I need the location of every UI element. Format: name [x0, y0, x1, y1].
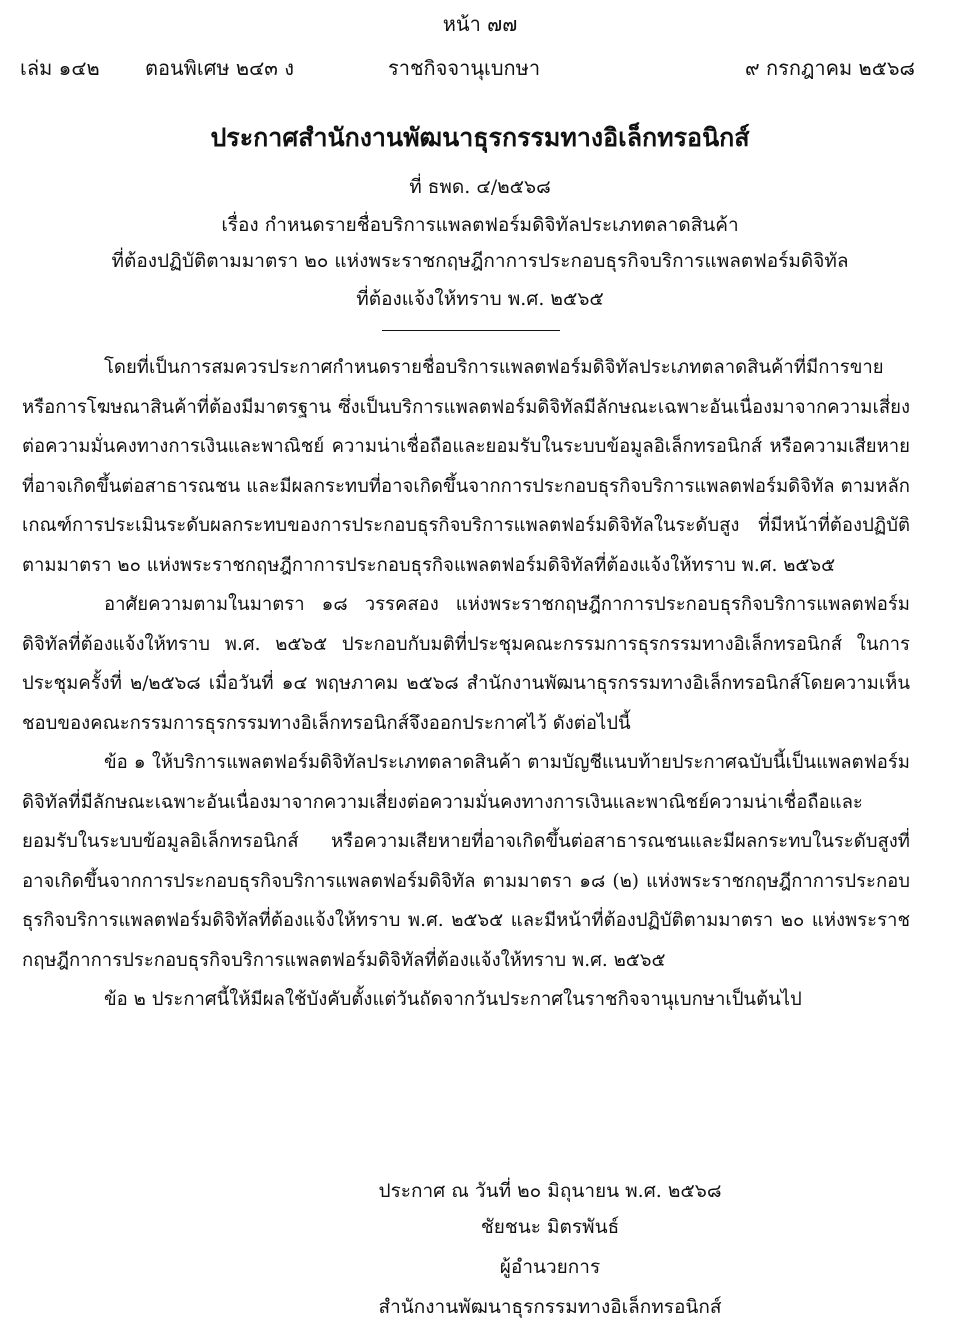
announcement-date: ประกาศ ณ วันที่ ๒๐ มิถุนายน พ.ศ. ๒๕๖๘ [378, 1180, 722, 1202]
signatory-name: ชัยชนะ มิตรพันธ์ [480, 1216, 620, 1238]
clause-2: ข้อ ๒ ประกาศนี้ให้มีผลใช้บังคับตั้งแต่วันถัดจากวันประกาศในราชกิจจานุเบกษาเป็นต้นไป [104, 989, 802, 1010]
signatory-organization: สำนักงานพัฒนาธุรกรรมทางอิเล็กทรอนิกส์ [378, 1296, 722, 1318]
subject-line-3: ที่ต้องแจ้งให้ทราบ พ.ศ. ๒๕๖๕ [356, 288, 604, 310]
subject-line-2: ที่ต้องปฏิบัติตามมาตรา ๒๐ แห่งพระราชกฤษฎีกาการประกอบธุรกิจบริการแพลตฟอร์มดิจิทัล [111, 250, 849, 272]
gazette-volume: เล่ม ๑๔๒ [20, 56, 100, 80]
gazette-date: ๙ กรกฎาคม ๒๕๖๘ [745, 56, 915, 80]
gazette-section: ตอนพิเศษ ๒๔๓ ง [145, 56, 295, 80]
signatory-position: ผู้อำนวยการ [499, 1256, 601, 1278]
gazette-header [20, 52, 915, 82]
subject-line-1: เรื่อง กำหนดรายชื่อบริการแพลตฟอร์มดิจิทัลประเภทตลาดสินค้า [221, 214, 739, 236]
announcement-title: ประกาศสำนักงานพัฒนาธุรกรรมทางอิเล็กทรอนิกส์ [210, 123, 750, 152]
title-divider [382, 330, 560, 331]
announcement-number: ที่ ธพด. ๔/๒๕๖๘ [409, 176, 551, 198]
page-number: หน้า ๗๗ [442, 12, 518, 36]
gazette-name: ราชกิจจานุเบกษา [388, 56, 541, 80]
announcement-body [22, 348, 910, 1020]
preamble-paragraph: โดยที่เป็นการสมควรประกาศกำหนดรายชื่อบริการแพลตฟอร์มดิจิทัลประเภทตลาดสินค้าที่มีการขายหรือการโฆษณาสินค้าที่ต้องมีมาตรฐาน ซึ่งเป็นบริการแพลตฟอร์มดิจิทัลมีลักษณะเฉพาะอันเนื่องมาจากความเสี่ยงต่อความมั่นคงทางการเงินและพาณิชย์ ความน่าเชื่อถือและยอมรับในระบบข้อมูลอิเล็กทรอนิกส์ หรือความเสียหายที่อาจเกิดขึ้นต่อสาธารณชน และมีผลกระทบที่อาจเกิดขึ้นจากการประกอบธุรกิจบริการแพลตฟอร์มดิจิทัล ตามหลักเกณฑ์การประเมินระดับผลกระทบของการประกอบธุรกิจบริการแพลตฟอร์มดิจิทัลในระดับสูง ที่มีหน้าที่ต้องปฏิบัติตามมาตรา ๒๐ แห่งพระราชกฤษฎีกาการประกอบธุรกิจแพลตฟอร์มดิจิทัลที่ต้องแจ้งให้ทราบ พ.ศ. ๒๕๖๕ [22, 357, 910, 576]
authority-paragraph: อาศัยความตามในมาตรา ๑๘ วรรคสอง แห่งพระราชกฤษฎีกาการประกอบธุรกิจบริการแพลตฟอร์มดิจิทัลที่ต้องแจ้งให้ทราบ พ.ศ. ๒๕๖๕ ประกอบกับมติที่ประชุมคณะกรรมการธุรกรรมทางอิเล็กทรอนิกส์ ในการประชุมครั้งที่ ๒/๒๕๖๘ เมื่อวันที่ ๑๔ พฤษภาคม ๒๕๖๘ สำนักงานพัฒนาธุรกรรมทางอิเล็กทรอนิกส์โดยความเห็นชอบของคณะกรรมการธุรกรรมทางอิเล็กทรอนิกส์จึงออกประกาศไว้ ดังต่อไปนี้ [22, 594, 910, 734]
clause-1: ข้อ ๑ ให้บริการแพลตฟอร์มดิจิทัลประเภทตลาดสินค้า ตามบัญชีแนบท้ายประกาศฉบับนี้เป็นแพลตฟอร์มดิจิทัลที่มีลักษณะเฉพาะอันเนื่องมาจากความเสี่ยงต่อความมั่นคงทางการเงินและพาณิชย์ความน่าเชื่อถือและยอมรับในระบบข้อมูลอิเล็กทรอนิกส์ หรือความเสียหายที่อาจเกิดขึ้นต่อสาธารณชนและมีผลกระทบในระดับสูงที่อาจเกิดขึ้นจากการประกอบธุรกิจบริการแพลตฟอร์มดิจิทัล ตามมาตรา ๑๘ (๒) แห่งพระราชกฤษฎีกาการประกอบธุรกิจบริการแพลตฟอร์มดิจิทัลที่ต้องแจ้งให้ทราบ พ.ศ. ๒๕๖๕ และมีหน้าที่ต้องปฏิบัติตามมาตรา ๒๐ แห่งพระราชกฤษฎีกาการประกอบธุรกิจบริการแพลตฟอร์มดิจิทัลที่ต้องแจ้งให้ทราบ พ.ศ. ๒๕๖๕ [22, 752, 910, 971]
